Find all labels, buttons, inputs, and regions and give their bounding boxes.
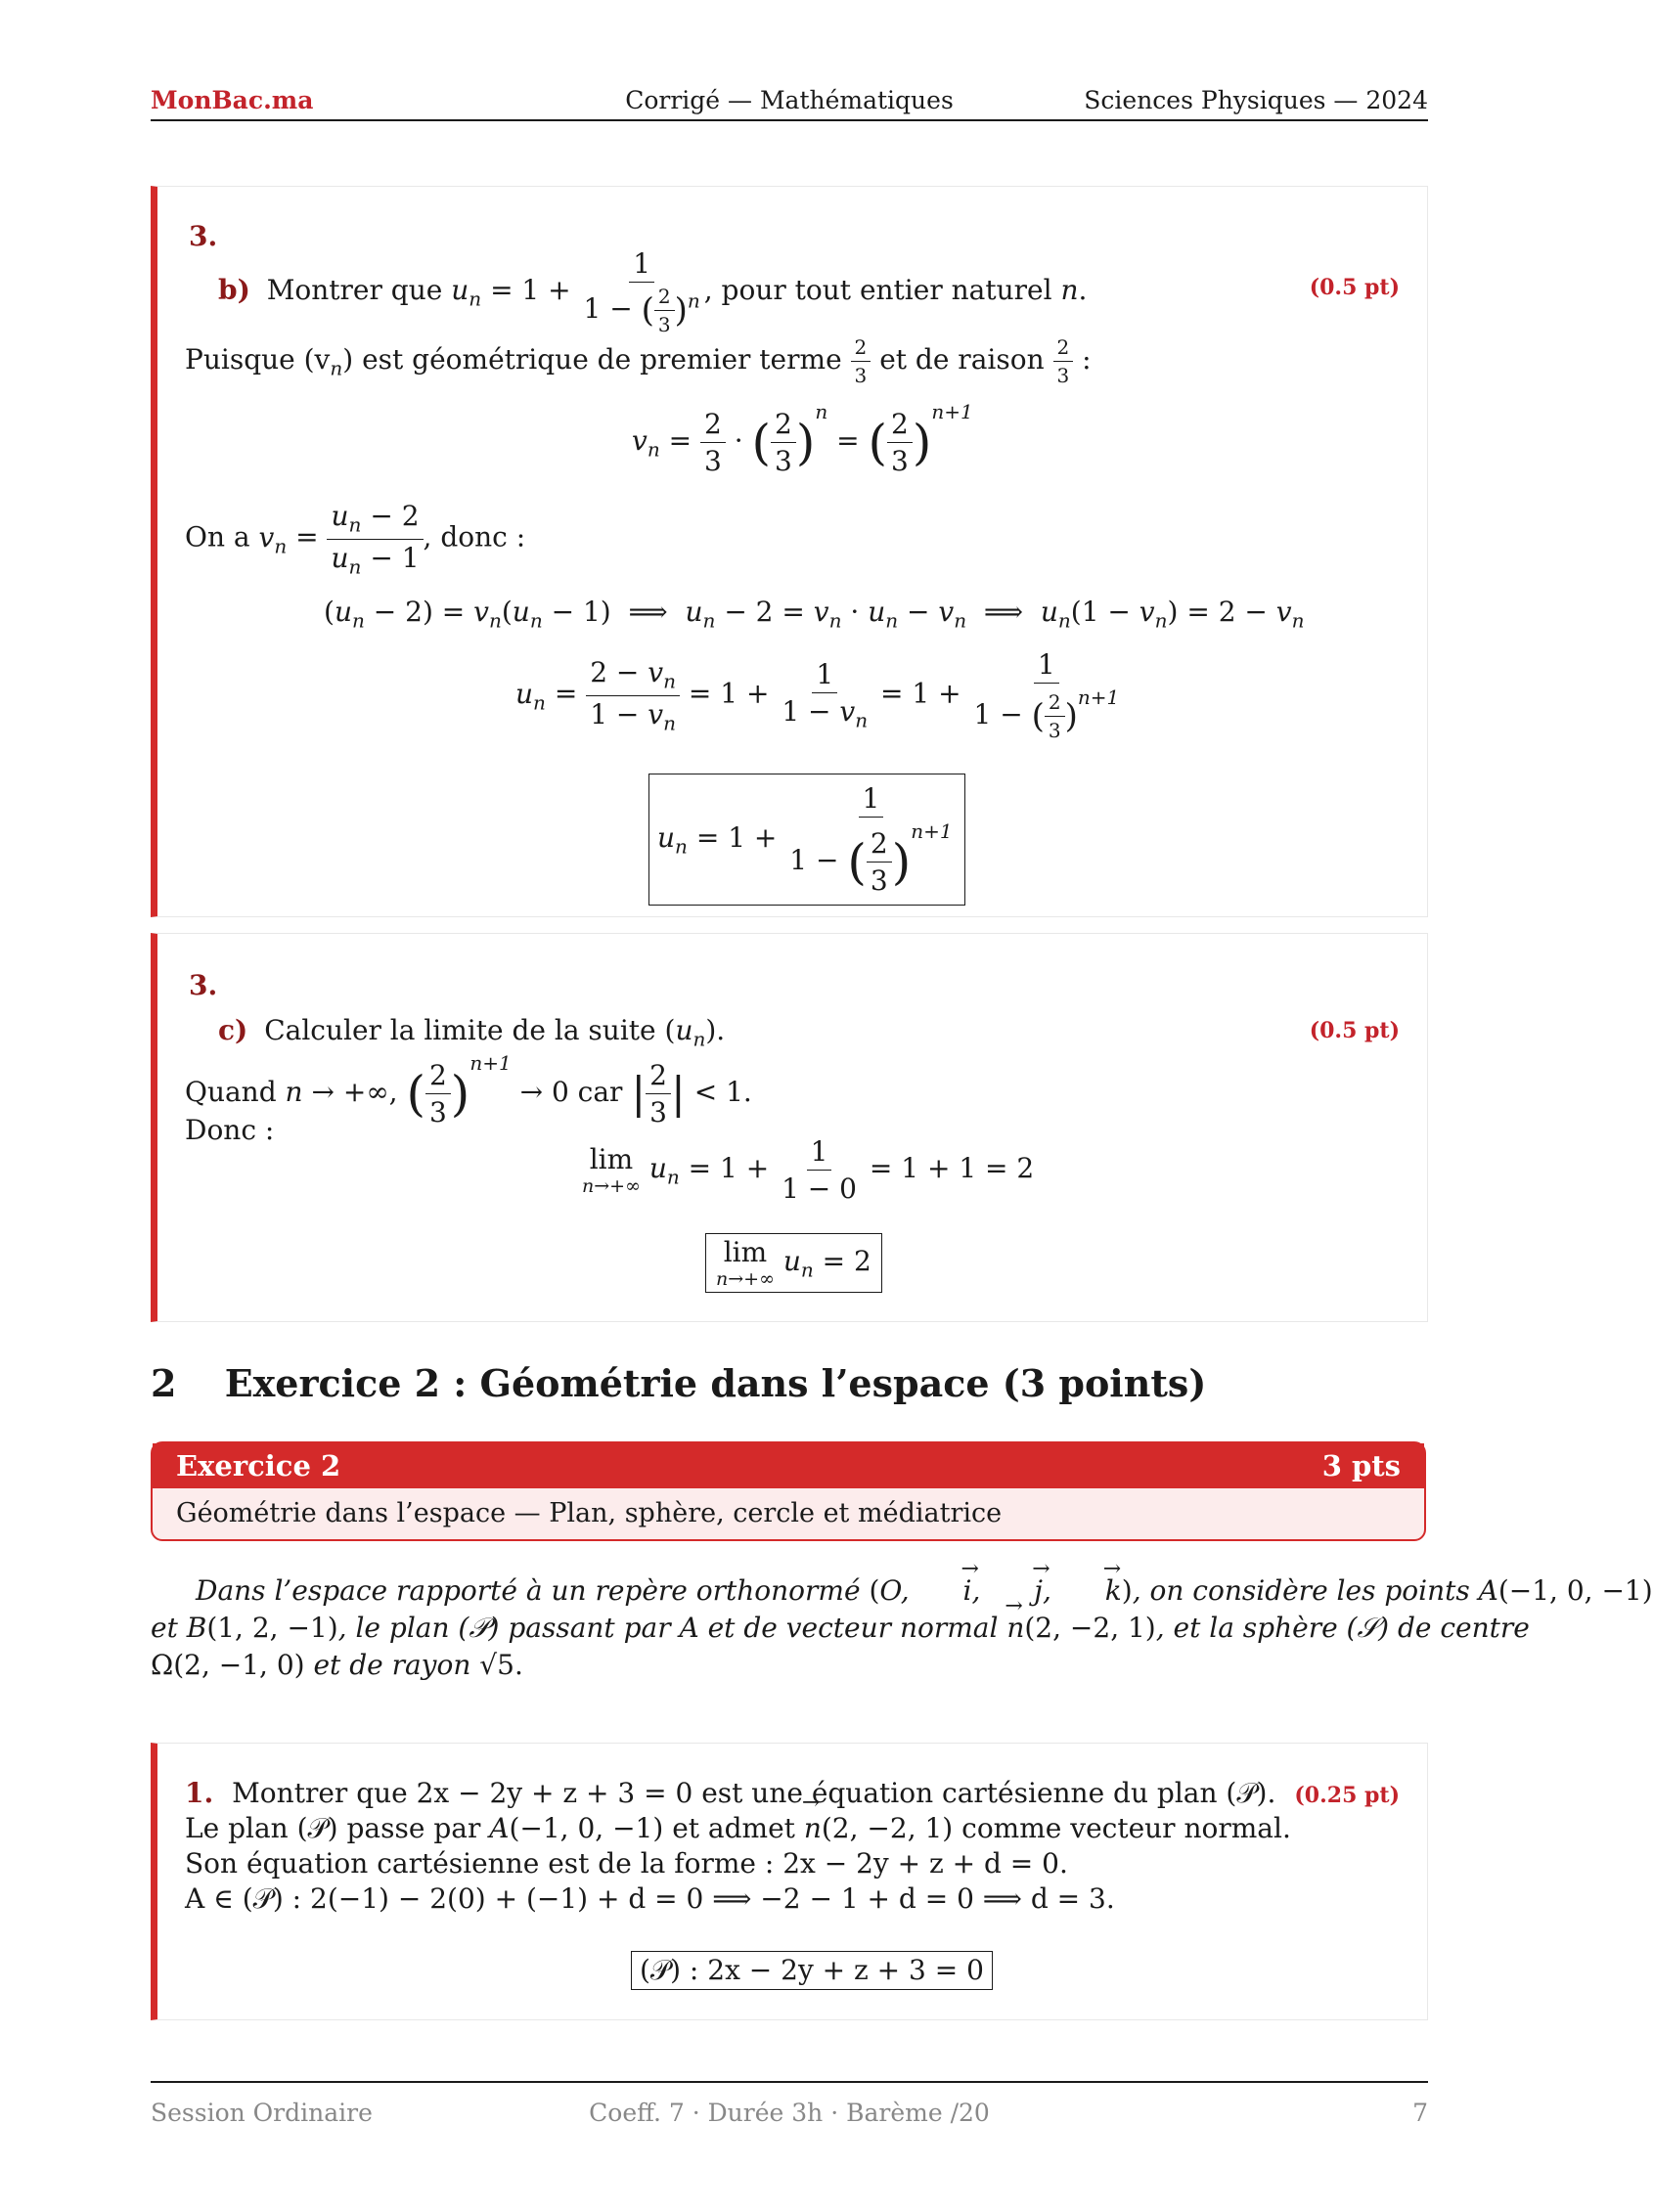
prompt-text: Calculer la limite de la suite ( <box>264 1014 676 1046</box>
exercise-subtitle: Géométrie dans l’espace — Plan, sphère, cercle et médiatrice <box>176 1498 1003 1528</box>
question-1-box <box>151 1743 1428 2020</box>
exercise-label: Exercice 2 <box>176 1449 341 1482</box>
on-a-line: On a $v_n$ = $\frac{u_n - 2}{u_n - 1}$ , donc : <box>185 500 526 579</box>
q1-text-1a: Le plan (𝒫) passe par <box>185 1812 481 1844</box>
header-title: Corrigé — Mathématiques <box>625 86 954 114</box>
question-prompt: b) Montrer que $u_n = 1$ + 1 1 − ( $\frac{2}{3}$ )$^n$ , pour tout entier naturel n. <box>218 247 1088 336</box>
donc-text: Donc : <box>185 1114 275 1146</box>
intro-text-5: et de vecteur normal <box>707 1612 999 1644</box>
vn-formula: $v_n$ = $\frac{2}{3}$ · ( $\frac{2}{3}$ )$^n$ = ( $\frac{2}{3}$ )$^{n+1}$ <box>632 400 973 477</box>
car-text: car <box>577 1076 623 1108</box>
implication-line: $(u_n - 2) = v_n(u_n - 1)$ ⟹ $u_n - 2 = v_n \cdot u_n - v_n$ ⟹ $u_n(1 - v_n) = 2 - v_n$ <box>324 596 1305 633</box>
exercise-banner <box>151 1441 1426 1541</box>
points-badge: (0.5 pt) <box>1309 1018 1400 1043</box>
page-number: 7 <box>1412 2099 1428 2127</box>
question-number: 1. <box>185 1777 214 1809</box>
q1-text-1b: et admet <box>672 1812 795 1844</box>
question-letter: b) <box>218 274 250 306</box>
intro-text-4: , le plan (𝒫) passant par <box>337 1612 671 1644</box>
prompt-text-start: Montrer que <box>266 274 443 306</box>
section-title <box>151 1361 1206 1405</box>
quand-text: Quand <box>185 1076 277 1108</box>
prompt-text-end: , pour tout entier naturel <box>703 274 1052 306</box>
question-number: 3. <box>189 220 218 252</box>
boxed-limit-result: lim n→+∞ $u_n = 2$ <box>705 1233 882 1293</box>
question-3b-box <box>151 186 1428 917</box>
intro-text-1: Dans l’espace rapporté à un repère orthonormé <box>196 1574 861 1607</box>
footer-center: Coeff. 7 · Durée 3h · Barème /20 <box>589 2099 990 2127</box>
boxed-plane-equation <box>631 1951 993 1990</box>
q1-line-1: Le plan (𝒫) passe par A(−1, 0, −1) et admet → n(2, −2, 1) comme vecteur normal. <box>185 1812 1291 1845</box>
points-badge: (0.25 pt) <box>1294 1783 1400 1808</box>
section-number: 2 <box>151 1361 177 1405</box>
page-header <box>151 86 1428 121</box>
q1-line-3: A ∈ (𝒫) : 2(−1) − 2(0) + (−1) + d = 0 ⟹ −2 − 1 + d = 0 ⟹ d = 3. <box>185 1882 1115 1915</box>
un-derivation: $u_n$ = $\frac{2 - v_n}{1 - v_n}$ = 1 + $\frac{1}{1 - v_n}$ = 1 + 1 1 − ( $\frac{2}{3}$ )$^{n+1}$ <box>515 648 1120 742</box>
header-right: Sciences Physiques — 2024 <box>1084 86 1428 114</box>
q1-text-1c: comme vecteur normal. <box>961 1812 1291 1844</box>
question-number: 3. <box>189 969 218 1001</box>
question-prompt <box>185 1777 1275 1810</box>
prompt-text: Montrer que 2x − 2y + z + 3 = 0 est une équation cartésienne du plan (𝒫). <box>232 1777 1276 1809</box>
geo-text-2: ) est géométrique de premier terme <box>342 343 842 376</box>
geo-text-3: et de raison <box>879 343 1045 376</box>
intro-text-7: et de rayon <box>313 1649 471 1681</box>
intro-text-3: et <box>151 1612 178 1644</box>
question-letter: c) <box>218 1014 248 1046</box>
limit-computation: lim n→+∞ $u_n = 1$ + $\frac{1}{1 - 0}$ = 1 + 1 = 2 <box>582 1135 1035 1205</box>
boxed-result-un: $u_n = 1$ + 1 1 − ( $\frac{2}{3}$ )$^{n+1}$ <box>648 774 965 906</box>
prompt-fraction: 1 1 − ( $\frac{2}{3}$ )$^n$ <box>583 247 700 336</box>
plane-equation-result: (𝒫) : 2x − 2y + z + 3 = 0 <box>640 1954 984 1986</box>
page-footer <box>151 2081 1428 2136</box>
question-prompt: c) Calculer la limite de la suite $(u_n)$. <box>218 1014 726 1051</box>
q1-line-2: Son équation cartésienne est de la forme : 2x − 2y + z + d = 0. <box>185 1847 1068 1880</box>
exercise-intro: Dans l’espace rapporté à un repère orthonormé (O, → i, → j, → k), on considère les points A(−1, 0, −1) et B(1, 2, −1), le plan (𝒫) passant par A et de vecteur normal → n(2, −2, 1), et la sphère (𝒮) de centre Ω(2, −1, 0) et de rayon √5. <box>151 1572 1428 1684</box>
on-a-text: On a <box>185 520 250 553</box>
exercise-points: 3 pts <box>1321 1449 1401 1482</box>
brand-logo-text: MonBac.ma <box>151 86 314 114</box>
question-3c-box <box>151 933 1428 1322</box>
footer-left: Session Ordinaire <box>151 2099 373 2127</box>
intro-text-2: , on considère les points <box>1132 1574 1470 1607</box>
quand-line: Quand n → +∞, ( $\frac{2}{3}$ )$^{n+1}$ → 0 car | $\frac{2}{3}$ | < 1. <box>185 1051 752 1128</box>
geo-text-1: Puisque (v <box>185 343 331 376</box>
section-title-text: Exercice 2 : Géométrie dans l’espace (3 points) <box>224 1361 1207 1405</box>
geometric-line: Puisque $(v_n)$ est géométrique de premier terme $\frac{2}{3}$ et de raison $\frac{2}{3}$ : <box>185 335 1092 387</box>
points-badge: (0.5 pt) <box>1309 275 1400 300</box>
exercise-banner-band <box>153 1443 1424 1488</box>
donc-text: , donc : <box>423 520 526 553</box>
intro-text-6: , et la sphère (𝒮) de centre <box>1155 1612 1530 1644</box>
